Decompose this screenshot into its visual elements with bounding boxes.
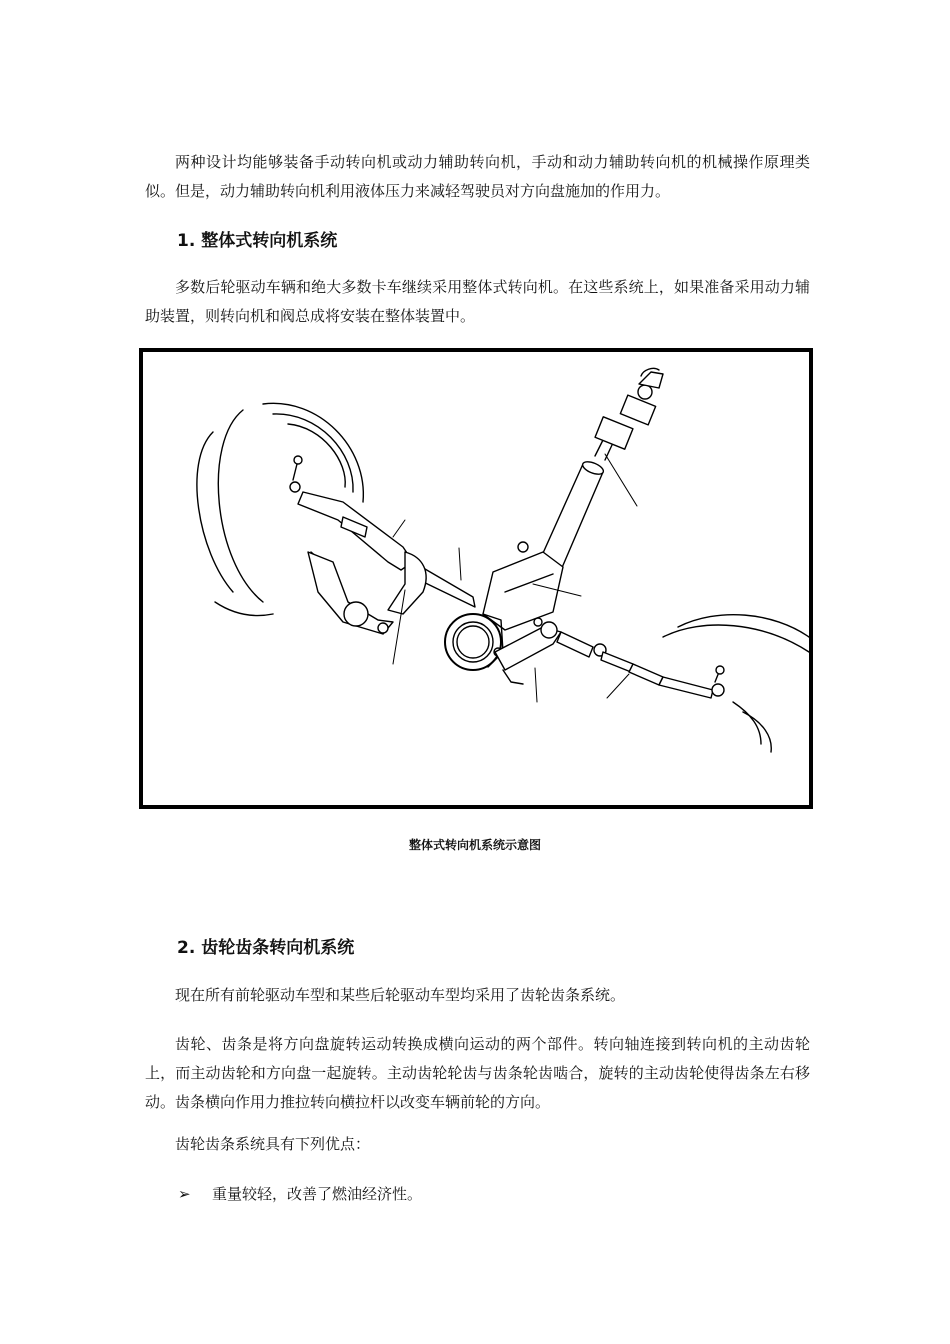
rack-pinion-intro-paragraph: 现在所有前轮驱动车型和某些后轮驱动车型均采用了齿轮齿条系统。 [175,986,626,1004]
arrow-bullet-icon: ➢ [178,1185,191,1203]
steering-column-drawing [539,368,663,570]
integral-paragraph: 多数后轮驱动车辆和绝大多数卡车继续采用整体式转向机。在这些系统上，如果准备采用动力辅助装置，则转向机和阀总成将安装在整体装置中。 [145,278,810,325]
advantages-intro-paragraph: 齿轮齿条系统具有下列优点： [175,1135,371,1153]
left-linkage-drawing [290,456,475,634]
advantage-list-item [178,1180,422,1209]
section-heading-rack-pinion: 2. 齿轮齿条转向机系统 [177,938,355,958]
advantage-text: 重量较轻，改善了燃油经济性。 [212,1185,423,1203]
figure-caption: 整体式转向机系统示意图 [408,838,541,852]
steering-system-illustration [143,352,809,805]
section-heading-integral: 1. 整体式转向机系统 [177,231,338,251]
rack-pinion-detail-paragraph: 齿轮、齿条是将方向盘旋转运动转换成横向运动的两个部件。转向轴连接到转向机的主动齿轮上，而主动齿轮和方向盘一起旋转。主动齿轮轮齿与齿条轮齿啮合，旋转的主动齿轮使得齿条左右移动。齿条横向作用力推拉转向横拉杆以改变车辆前轮的方向。 [145,1035,810,1111]
intro-paragraph: 两种设计均能够装备手动转向机或动力辅助转向机，手动和动力辅助转向机的机械操作原理类似。但是，动力辅助转向机利用液体压力来减轻驾驶员对方向盘施加的作用力。 [145,153,810,200]
right-linkage-drawing [495,622,724,698]
steering-diagram-figure [139,348,813,809]
